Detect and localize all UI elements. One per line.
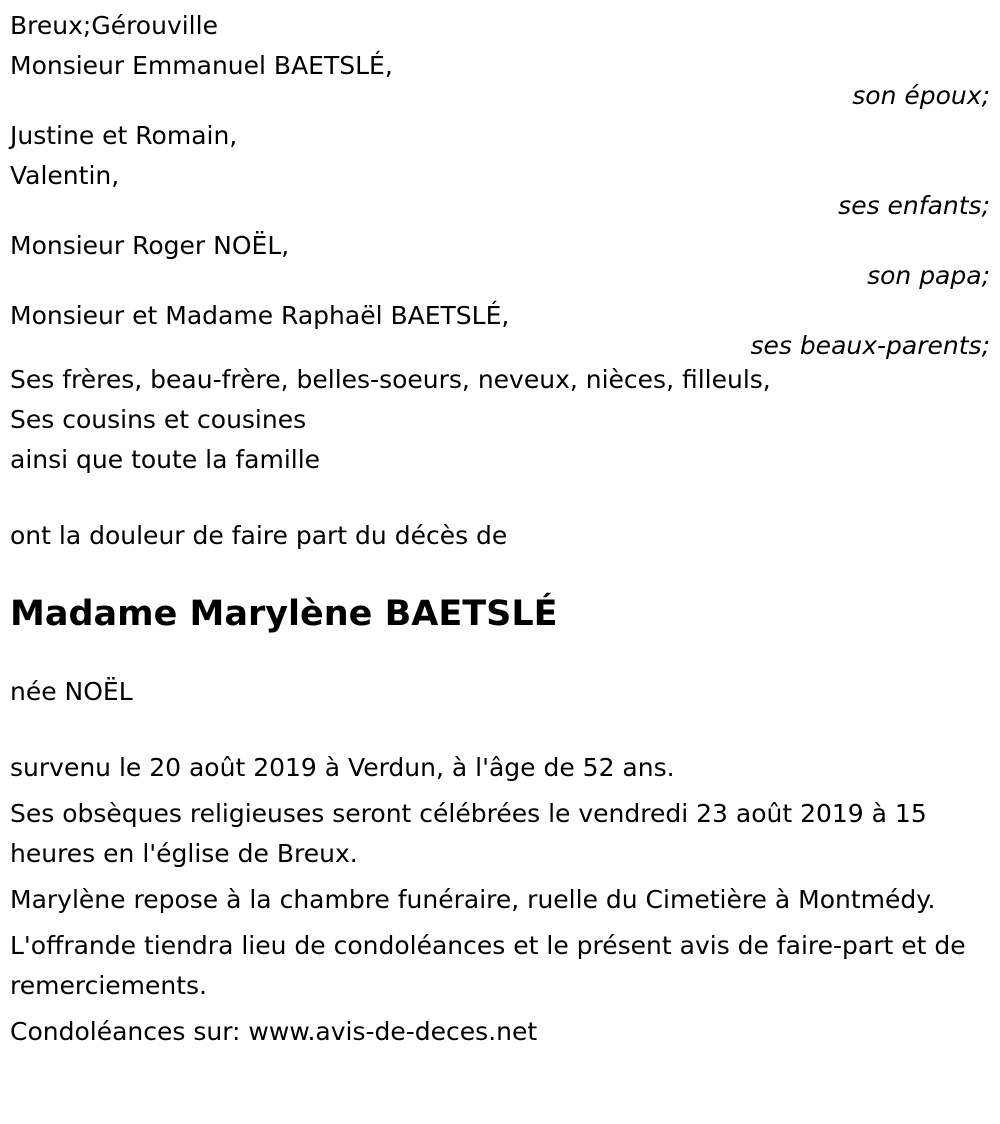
extended-family-line: ainsi que toute la famille [10, 445, 321, 474]
extended-family-line: Ses cousins et cousines [10, 405, 307, 434]
family-name-line: Monsieur Emmanuel BAETSLÉ, [10, 51, 393, 80]
family-name-line: Monsieur et Madame Raphaël BAETSLÉ, [10, 301, 510, 330]
death-details: survenu le 20 août 2019 à Verdun, à l'âge de 52 ans. [10, 753, 675, 782]
family-group-father [10, 226, 990, 290]
condolence-note: L'offrande tiendra lieu de condoléances et le présent avis de faire-part et de remerciements. [10, 931, 966, 1000]
family-name-line: Valentin, [10, 161, 120, 190]
family-name-line: Justine et Romain, [10, 121, 238, 150]
extended-family [10, 360, 990, 480]
family-relation: son époux; [852, 81, 990, 110]
deceased-name: Madame Marylène BAETSLÉ [10, 594, 558, 634]
family-name-line: Monsieur Roger NOËL, [10, 231, 290, 260]
notice-body [10, 748, 990, 1052]
family-group-spouse [10, 46, 990, 110]
location-line: Breux;Gérouville [10, 11, 218, 40]
condolence-website: Condoléances sur: www.avis-de-deces.net [10, 1017, 538, 1046]
family-relation: ses beaux-parents; [750, 331, 990, 360]
extended-family-line: Ses frères, beau-frère, belles-soeurs, neveux, nièces, filleuls, [10, 365, 771, 394]
family-relation: ses enfants; [838, 191, 990, 220]
family-relation: son papa; [867, 261, 990, 290]
rest-location: Marylène repose à la chambre funéraire, ruelle du Cimetière à Montmédy. [10, 885, 936, 914]
announcement-line: ont la douleur de faire part du décès de [10, 521, 508, 550]
family-group-children [10, 116, 990, 220]
family-group-in-laws [10, 296, 990, 360]
maiden-name: née NOËL [10, 677, 133, 706]
funeral-details: Ses obsèques religieuses seront célébrées le vendredi 23 août 2019 à 15 heures en l'église de Breux. [10, 799, 927, 868]
